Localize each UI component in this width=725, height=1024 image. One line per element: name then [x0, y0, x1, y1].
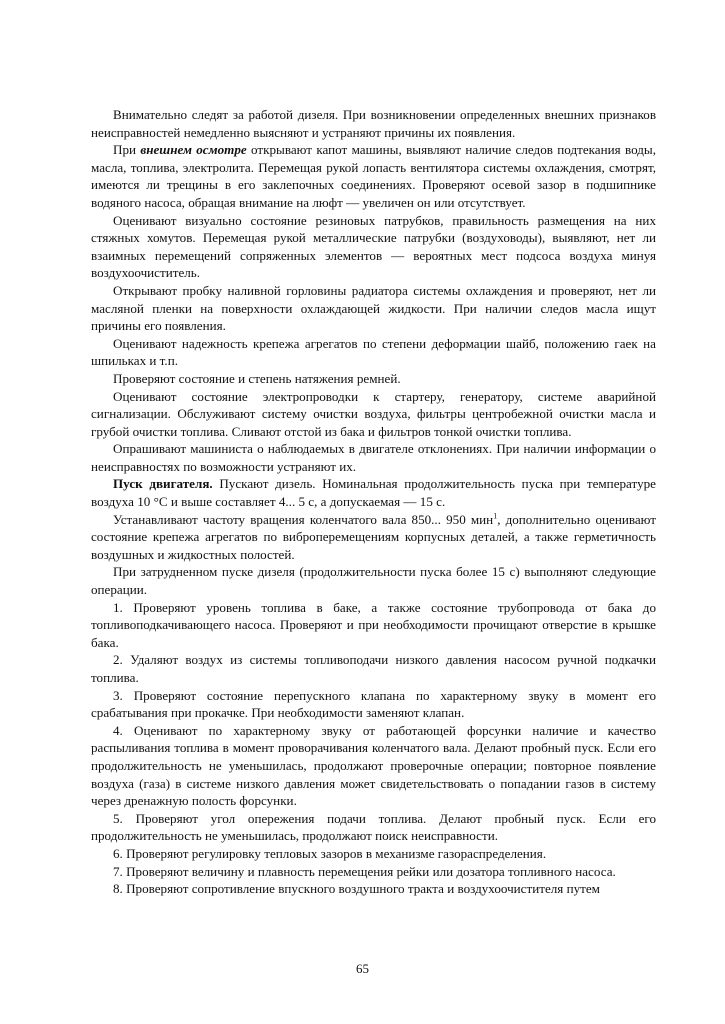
paragraph-lead: Устанавливают частоту вращения коленчатого вала 850... 950 мин	[113, 511, 494, 527]
list-item: 7. Проверяют величину и плавность перемещения рейки или дозатора топливного насоса.	[113, 863, 616, 879]
paragraph: При затрудненном пуске дизеля (продолжительности пуска более 15 с) выполняют следующие операции.	[91, 564, 656, 598]
paragraph-body: открывают капот машины, выявляют наличие следов подтекания воды, масла, топлива, электролита. Перемещая рукой лопасть вентилятора системы охлаждения, смотрят, имеются ли трещины в его заклепочных соединениях. Проверяют осевой зазор в подшипнике водяного насоса, обращая внимание на люфт — увеличен он или отсутствует.	[91, 142, 656, 210]
paragraph-body: , дополнительно оценивают состояние крепежа агрегатов по виброперемещениям корпусных деталей, а также герметичность воздушных и жидкостных полостей.	[91, 511, 656, 562]
list-item: 2. Удаляют воздух из системы топливоподачи низкого давления насосом ручной подкачки топлива.	[91, 652, 656, 685]
paragraph	[91, 511, 656, 564]
list-item: 4. Оценивают по характерному звуку от работающей форсунки наличие и качество распыливания топлива в момент проворачивания коленчатого вала. Делают пробный пуск. Если его продолжительность не уменьшилась, продолжают проверочные операции; повторное появление воздуха (газа) в системе низкого давления может свидетельствовать о попадании газов в систему через дренажную полость форсунки.	[91, 722, 656, 809]
list-item: 3. Проверяют состояние перепускного клапана по характерному звуку в момент его срабатывания при прокачке. При необходимости заменяют клапан.	[91, 687, 656, 721]
paragraph: Опрашивают машиниста о наблюдаемых в двигателе отклонениях. При наличии информации о неисправностях по возможности устраняют их.	[91, 441, 656, 474]
list-item: 6. Проверяют регулировку тепловых зазоров в механизме газораспределения.	[113, 845, 547, 861]
superscript: 1	[493, 511, 498, 521]
paragraph: Внимательно следят за работой дизеля. При возникновении определенных внешних признаков неисправностей немедленно выясняют и устраняют причины их появления.	[91, 107, 656, 140]
list-item: 1. Проверяют уровень топлива в баке, а также состояние трубопровода от бака до топливоподкачивающего насоса. Проверяют и при необходимости прочищают отверстие в крышке бака.	[91, 599, 656, 650]
section-heading: Пуск двигателя.	[113, 476, 213, 492]
paragraph-body: Пускают дизель. Номинальная продолжительность пуска при температуре воздуха 10 °С и выше составляет 4... 5 с, а допускаемая — 15 с.	[91, 476, 656, 510]
list-item: 8. Проверяют сопротивление впускного воздушного тракта и воздухоочистителя путем	[113, 881, 600, 897]
body-text	[91, 106, 656, 898]
emphasis-term: внешнем осмотре	[140, 142, 247, 158]
paragraph	[91, 141, 656, 211]
page-number: 65	[356, 961, 369, 976]
paragraph-lead: При	[113, 142, 141, 158]
paragraph	[91, 475, 656, 510]
list-item: 5. Проверяют угол опережения подачи топлива. Делают пробный пуск. Если его продолжительность не уменьшилась, продолжают поиск неисправности.	[91, 810, 656, 844]
paragraph: Проверяют состояние и степень натяжения ремней.	[113, 370, 401, 386]
paragraph: Оценивают состояние электропроводки к стартеру, генератору, системе аварийной сигнализации. Обслуживают систему очистки воздуха, фильтры центробежной очистки масла и грубой очистки топлива. Сливают отстой из бака и фильтров тонкой очистки топлива.	[91, 388, 656, 439]
paragraph: Оценивают надежность крепежа агрегатов по степени деформации шайб, положению гаек на шпильках и т.п.	[91, 335, 656, 369]
paragraph: Оценивают визуально состояние резиновых патрубков, правильность размещения на них стяжных хомутов. Перемещая рукой металлические патрубки (воздуховоды), выявляют, нет ли взаимных перемещений сопряженных элементов — вероятных мест подсоса воздуха минуя воздухоочиститель.	[91, 212, 656, 281]
paragraph: Открывают пробку наливной горловины радиатора системы охлаждения и проверяют, нет ли масляной пленки на поверхности охлаждающей жидкости. При наличии следов масла ищут причины его появления.	[91, 282, 656, 334]
